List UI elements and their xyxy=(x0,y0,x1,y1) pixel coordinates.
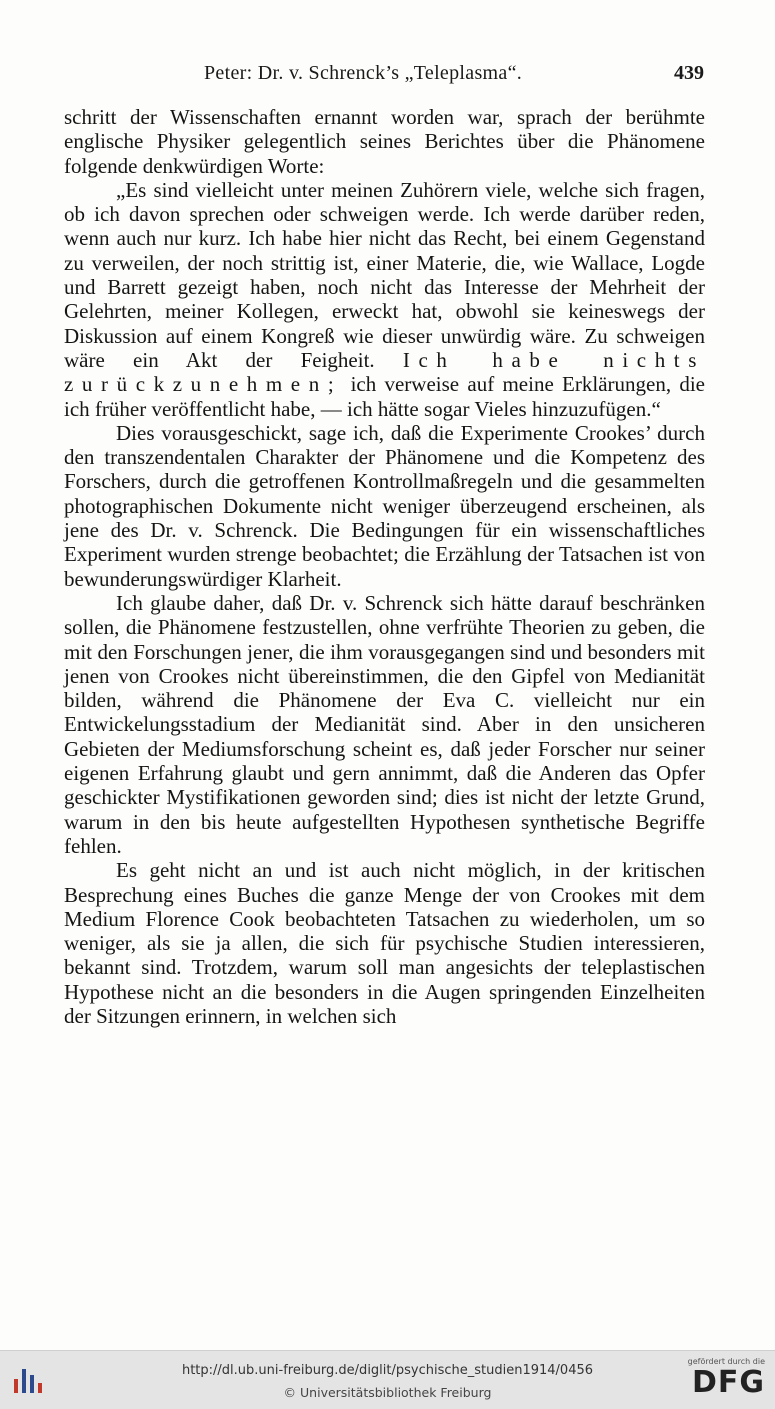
paragraph-2-spaced-emphasis: Ich habe nichts zurückzunehmen; xyxy=(64,347,706,397)
body-text xyxy=(64,105,705,1028)
running-header xyxy=(64,62,704,92)
dfg-logo xyxy=(681,1357,765,1403)
paragraph-3: Dies vorausgeschickt, sage ich, daß die Experimente Crookes’ durch den transzendentalen Charakter der Phänomene und die Kompetenz des Forschers, durch die getroffenen Kontrollmaßregeln und die gesammelten photographischen Dokumente nicht weniger überzeugend erscheinen, als jene des Dr. v. Schrenck. Die Bedingungen für ein wissenschaftliches Experiment wurden strenge beobachtet; die Erzählung der Tatsachen ist von bewunderungswürdiger Klarheit. xyxy=(64,420,705,591)
copyright-text: © Universitätsbibliothek Freiburg xyxy=(283,1385,492,1400)
paragraph-4: Ich glaube daher, daß Dr. v. Schrenck sich hätte darauf beschränken sollen, die Phänomene festzustellen, ohne verfrühte Theorien zu geben, die mit den Forschungen jener, die ihm vorausgegangen sind und besonders mit jenen von Crookes nicht übereinstimmen, die den Gipfel von Medianität bilden, während die Phänomene der Eva C. vielleicht nur ein Entwickelungsstadium der Medianität sind. Aber in den unsicheren Gebieten der Mediumsforschung scheint es, daß jeder Forscher nur seiner eigenen Erfahrung glaubt und gern annimmt, daß die Anderen das Opfer geschickter Mystifikationen geworden sind; dies ist nicht der letzte Grund, warum in den bis heute aufgestellten Hypothesen synthetische Begriffe fehlen. xyxy=(64,590,705,858)
source-url-link[interactable]: http://dl.ub.uni-freiburg.de/diglit/psychische_studien1914/0456 xyxy=(181,1363,594,1378)
viewer-footer xyxy=(0,1350,775,1409)
paragraph-1: schritt der Wissenschaften ernannt worden war, sprach der berühmte englische Physiker gelegentlich seines Berichtes über die Phänomene folgende denkwürdigen Worte: xyxy=(64,105,705,178)
paragraph-2-part-2: ich verweise auf meine Erklärungen, die ich früher veröffentlicht habe, — ich hätte sogar Vieles hinzuzufügen.“ xyxy=(64,372,706,421)
paragraph-2 xyxy=(64,178,705,421)
dfg-logo-text: DFG xyxy=(691,1365,765,1400)
page-number: 439 xyxy=(674,62,704,84)
running-title: Peter: Dr. v. Schrenck’s „Teleplasma“. xyxy=(204,62,523,84)
paragraph-2-part-1: „Es sind vielleicht unter meinen Zuhörern viele, welche sich fragen, ob ich davon sprechen oder schweigen werde. Ich werde darüber reden, wenn auch nur kurz. Ich habe hier nicht das Recht, bei einem Gegenstand zu verweilen, der noch strittig ist, einer Materie, die, wie Wallace, Logde und Barrett gezeigt haben, noch nicht das Interesse der Mehrheit der Gelehrten, meiner Kollegen, erweckt hat, obwohl sie keineswegs der Diskussion auf einem Kongreß wie dieser unwürdig wäre. Zu schweigen wäre ein Akt der Feigheit. xyxy=(64,177,705,372)
dfg-funded-by: gefördert durch die xyxy=(687,1357,765,1366)
paragraph-5: Es geht nicht an und ist auch nicht möglich, in der kritischen Besprechung eines Buches die ganze Menge der von Crookes mit dem Medium Florence Cook beobachteten Tatsachen zu wiederholen, um so weniger, als sie ja allen, die sich für psychische Studien interessieren, bekannt sind. Trotzdem, warum soll man angesichts der teleplastischen Hypothese nicht an die besonders in die Augen springenden Einzelheiten der Sitzungen erinnern, in welchen sich xyxy=(64,858,705,1028)
